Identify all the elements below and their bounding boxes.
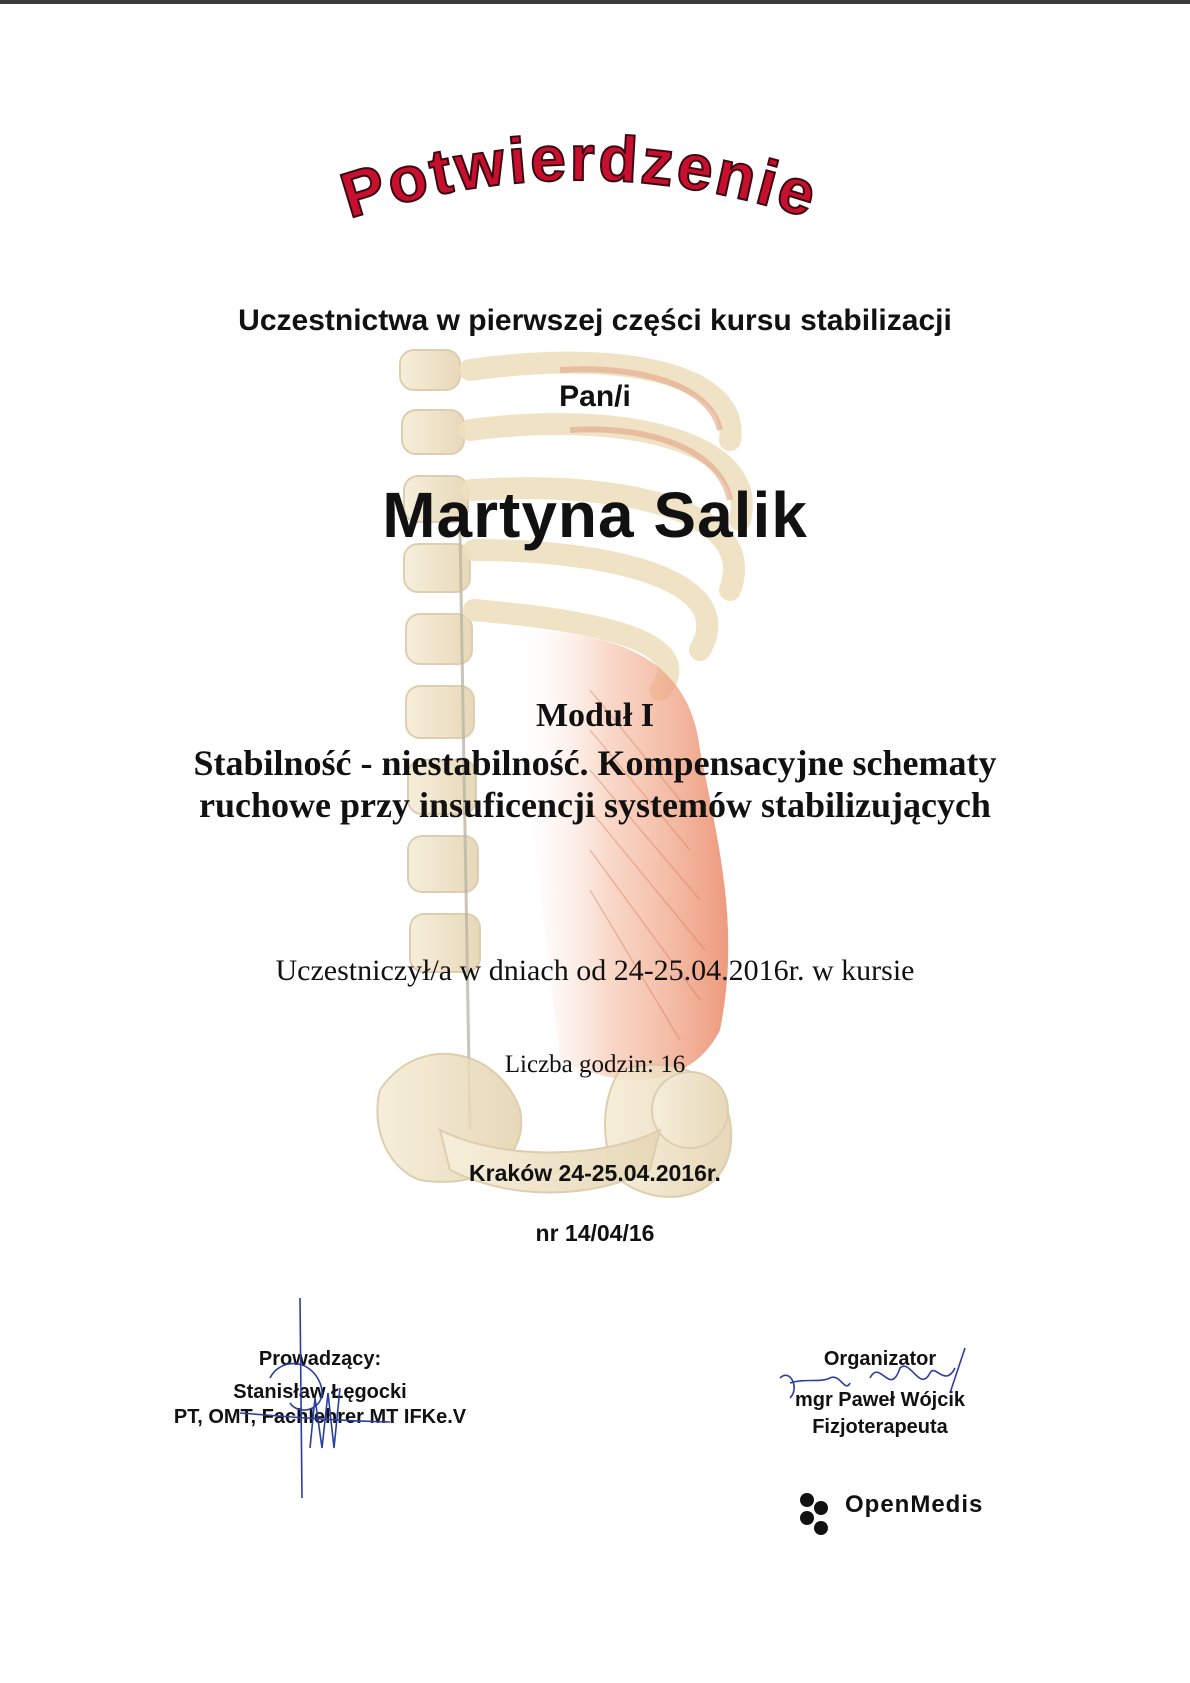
organizer-role: Organizator [823,1348,937,1370]
title-arc-graphic [250,130,910,280]
certificate-title: Potwierdzenie [332,130,828,232]
organizer-credentials: Fizjoterapeuta [812,1416,948,1438]
hours-count: Liczba godzin: 16 [504,1051,686,1078]
instructor-credentials: PT, OMT, Fachlehrer MT IFKe.V [173,1406,467,1428]
place-and-date: Kraków 24-25.04.2016r. [469,1160,721,1186]
logo-text: OpenMedis [845,1491,984,1518]
organizer-signature-block [770,1348,990,1439]
svg-text:Potwierdzenie [333,130,828,232]
instructor-signature-block [120,1348,520,1429]
subtitle: Uczestnictwa w pierwszej części kursu stabilizacji [238,304,952,337]
course-title-line-2: ruchowe przy insuficencji systemów stabilizujących [199,785,991,825]
organizer-signature-icon [770,1338,990,1418]
top-border-line [0,0,1190,4]
instructor-role: Prowadzący: [258,1348,382,1370]
organizer-name: mgr Paweł Wójcik [794,1389,966,1411]
instructor-name: Stanisław Łęgocki [233,1381,407,1403]
participation-dates: Uczestniczył/a w dniach od 24-25.04.2016r. w kursie [275,954,915,987]
instructor-signature-icon [240,1298,420,1498]
salutation: Pan/i [559,380,631,413]
certificate-number: nr 14/04/16 [535,1220,655,1246]
participant-name: Martyna Salik [382,479,808,551]
module-label: Moduł I [535,697,655,734]
course-title-line-1: Stabilność - niestabilność. Kompensacyjne schematy [193,743,997,783]
